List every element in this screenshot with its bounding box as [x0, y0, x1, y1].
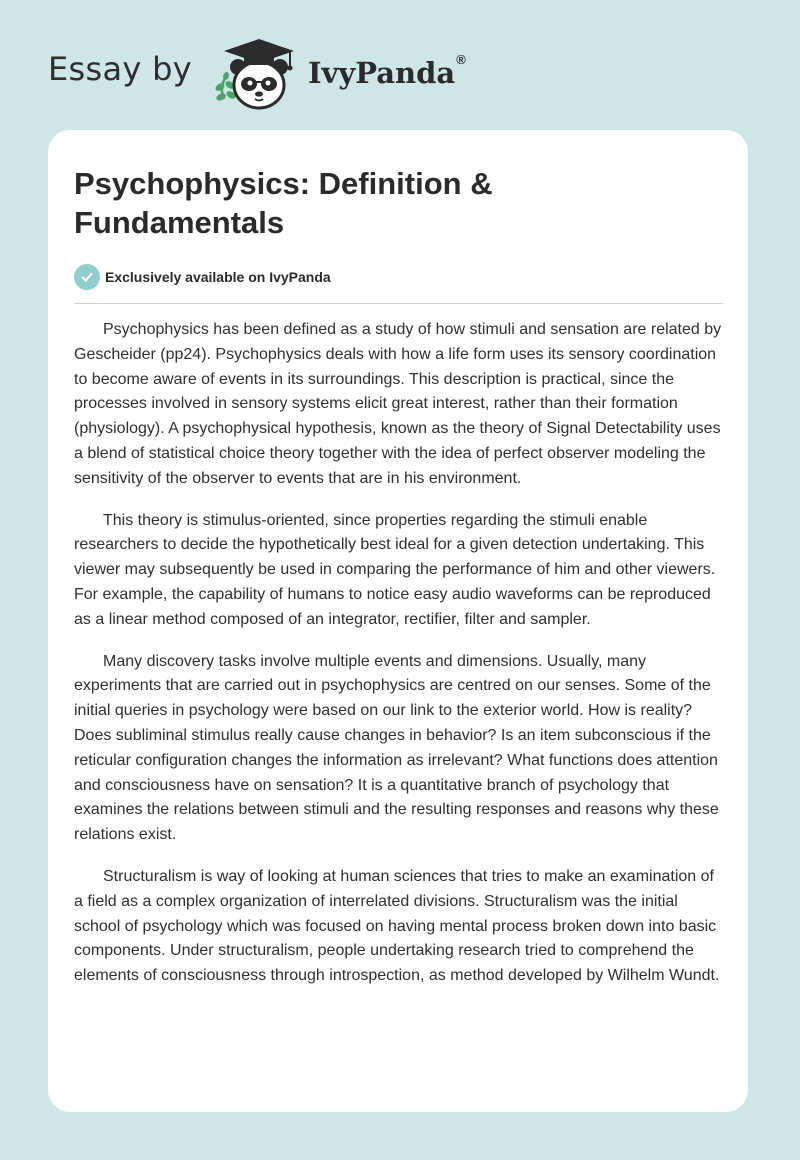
brand-text: IvyPanda: [307, 56, 456, 90]
brand-name[interactable]: [307, 52, 466, 90]
panda-graduate-icon: [208, 35, 304, 113]
divider: [74, 303, 723, 304]
essay-body: [74, 318, 726, 1006]
paragraph: Many discovery tasks involve multiple events and dimensions. Usually, many experiments that are carried out in psychophysics are centred on our senses. Some of the initial queries in psychology were based on our link to the exterior world. How is reality? Does subliminal stimulus really cause changes in behavior? Is an item subconscious if the reticular configuration changes the information as irrelevant? What functions does attention and consciousness have on sensation? It is a quantitative branch of psychology that examines the relations between stimuli and the resulting responses and reasons why these relations exist.: [74, 652, 719, 844]
paragraph: Structuralism is way of looking at human sciences that tries to make an examination of a field as a complex organization of interrelated divisions. Structuralism was the initial school of psychology which was focused on having mental process broken down into basic components. Under structuralism, people undertaking research tried to comprehend the elements of consciousness through introspection, as method developed by Wilhelm Wundt.: [74, 867, 720, 985]
exclusive-badge: [74, 264, 331, 290]
essay-by-label: Essay by: [48, 50, 192, 88]
essay-card: [48, 130, 748, 1112]
registered-mark: ®: [456, 52, 466, 67]
site-header: [48, 34, 466, 114]
page-title: Psychophysics: Definition & Fundamentals: [74, 166, 493, 240]
paragraph: This theory is stimulus-oriented, since properties regarding the stimuli enable researchers to decide the hypothetically best ideal for a given detection undertaking. This viewer may subsequently be used in comparing the performance of him and other viewers. For example, the capability of humans to notice easy audio waveforms can be reproduced as a linear method composed of an integrator, rectifier, filter and sampler.: [74, 511, 716, 628]
paragraph: Psychophysics has been defined as a study of how stimuli and sensation are related by Gescheider (pp24). Psychophysics deals with how a life form uses its sensory coordination to become aware of events in its surroundings. This description is practical, since the processes involved in sensory systems elicit great interest, rather than their formation (physiology). A psychophysical hypothesis, known as the theory of Signal Detectability uses a blend of statistical choice theory together with the idea of perfect observer modeling the sensitivity of the observer to events that are in his environment.: [74, 321, 722, 487]
checkmark-icon: [74, 264, 100, 290]
exclusive-badge-text: Exclusively available on IvyPanda: [105, 269, 331, 285]
